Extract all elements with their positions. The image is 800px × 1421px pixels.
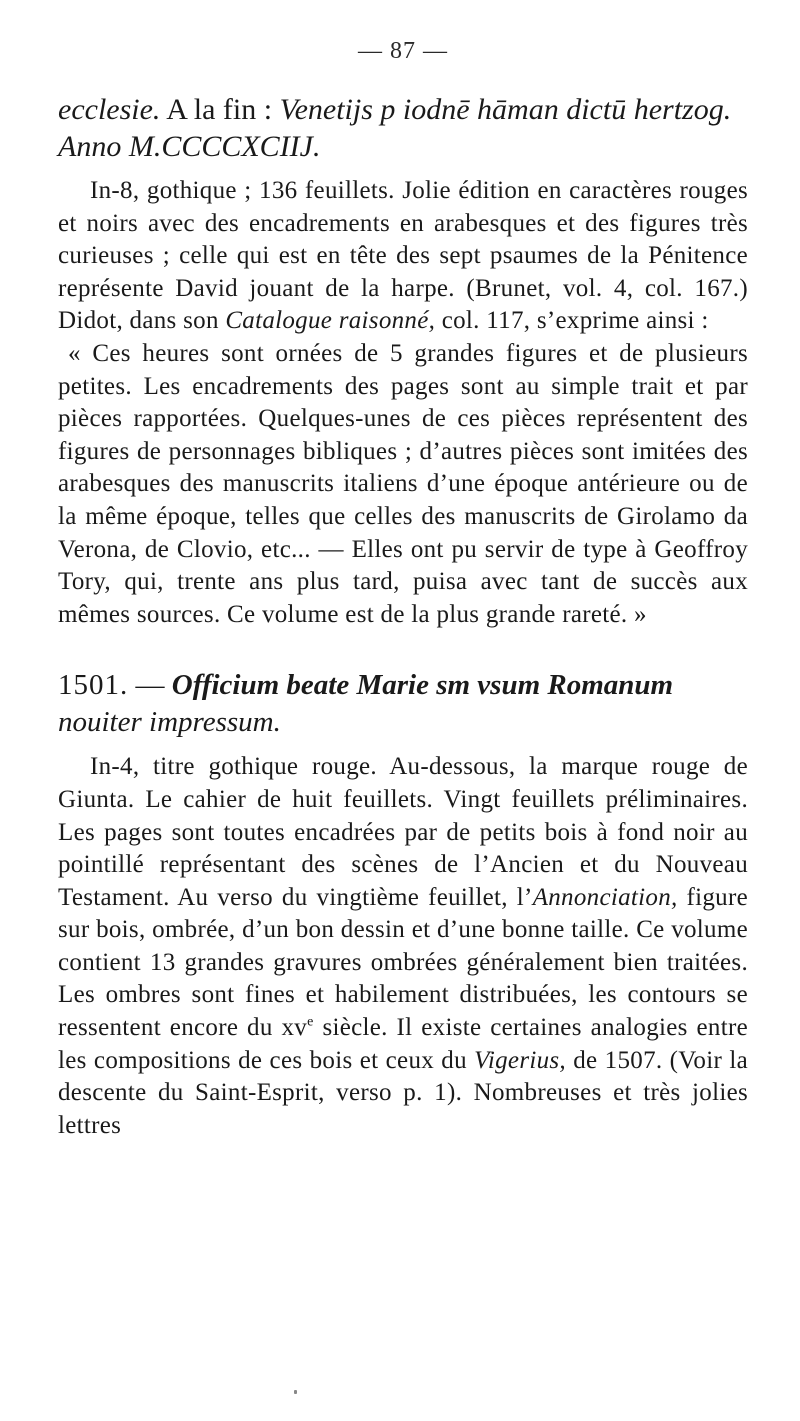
quoted-paragraph: « Ces heures sont ornées de 5 grandes figures et de plusieurs petites. Les encadrements des pages sont au simple trait et par pièces rapportées. Quelques-unes de ces pièces représentent des figures de personnages bibliques ; d’autres pièces sont imitées des arabesques des manuscrits italiens d’une époque antérieure ou de la même époque, telles que celles des manuscrits de Girolamo da Verona, de Clovio, etc... — Elles ont pu servir de type à Geoffroy Tory, qui, trente ans plus tard, puisa avec tant de succès aux mêmes sources. Ce volume est de la plus grande rareté. » bbox=[58, 339, 748, 628]
title-dash: — bbox=[128, 669, 172, 702]
entry-separator bbox=[58, 631, 748, 667]
book-page bbox=[58, 38, 748, 1142]
superscript: e bbox=[307, 1014, 314, 1030]
description-paragraph bbox=[58, 751, 748, 1142]
page-number: — 87 — bbox=[358, 38, 448, 64]
text-run: col. 117, s’exprime ainsi : bbox=[435, 307, 709, 335]
title-fragment: Venetijs p iodnē hāman dictū hertzog. bbox=[279, 93, 732, 126]
text-run: In-4, titre gothique rouge. Au-dessous, la marque rouge de Giunta. Le cahier de huit feuillets. Vingt feuillets préliminaires. Les pages sont toutes encadrées par de petits bois à fond noir au pointillé représentant des scènes de l’Ancien et du Nouveau Testament. Au verso du vingtième feuillet, l’ bbox=[58, 753, 748, 911]
description-paragraph bbox=[58, 175, 748, 338]
text-run: siècle. Il existe certaines analogies entre les compositions de ces bois et ceux du bbox=[58, 1014, 748, 1074]
title-fragment: A la fin : bbox=[160, 93, 280, 126]
entry-year: 1501. bbox=[58, 669, 129, 702]
title-fragment: nouiter impressum. bbox=[58, 706, 281, 739]
text-run: de 1507. (Voir la descente du Saint-Esprit, verso p. 1). Nombreuses et très jolies lettres bbox=[58, 1046, 748, 1139]
entry-1501 bbox=[58, 667, 748, 1142]
title-date: Anno M.CCCCXCIIJ. bbox=[58, 130, 321, 163]
italic-reference: Catalogue raisonné, bbox=[225, 307, 436, 335]
entry-title bbox=[58, 91, 748, 165]
italic-reference: Annonciation, bbox=[532, 883, 678, 911]
italic-reference: Vigerius, bbox=[474, 1046, 566, 1074]
title-fragment: ecclesie. bbox=[58, 93, 161, 126]
text-run: In-8, gothique ; 136 feuillets. Jolie édition en caractères rouges et noirs avec des encadrements en arabesques et des figures très curieuses ; celle qui est en tête des sept psaumes de la Pénitence représente David jouant de la harpe. (Brunet, vol. 4, col. 167.) Didot, dans son bbox=[58, 177, 748, 335]
entry-1493 bbox=[58, 91, 748, 631]
text-run: figure sur bois, ombrée, d’un bon dessin et d’une bonne taille. Ce volume contient 13 grandes gravures ombrées généralement bien traitées. Les ombres sont fines et habilement distribuées, les contours se ressentent encore du xv bbox=[58, 883, 748, 1042]
entry-title bbox=[58, 667, 748, 741]
print-speck bbox=[294, 1390, 297, 1394]
title-fragment: Officium beate Marie sm vsum Romanum bbox=[171, 669, 674, 702]
